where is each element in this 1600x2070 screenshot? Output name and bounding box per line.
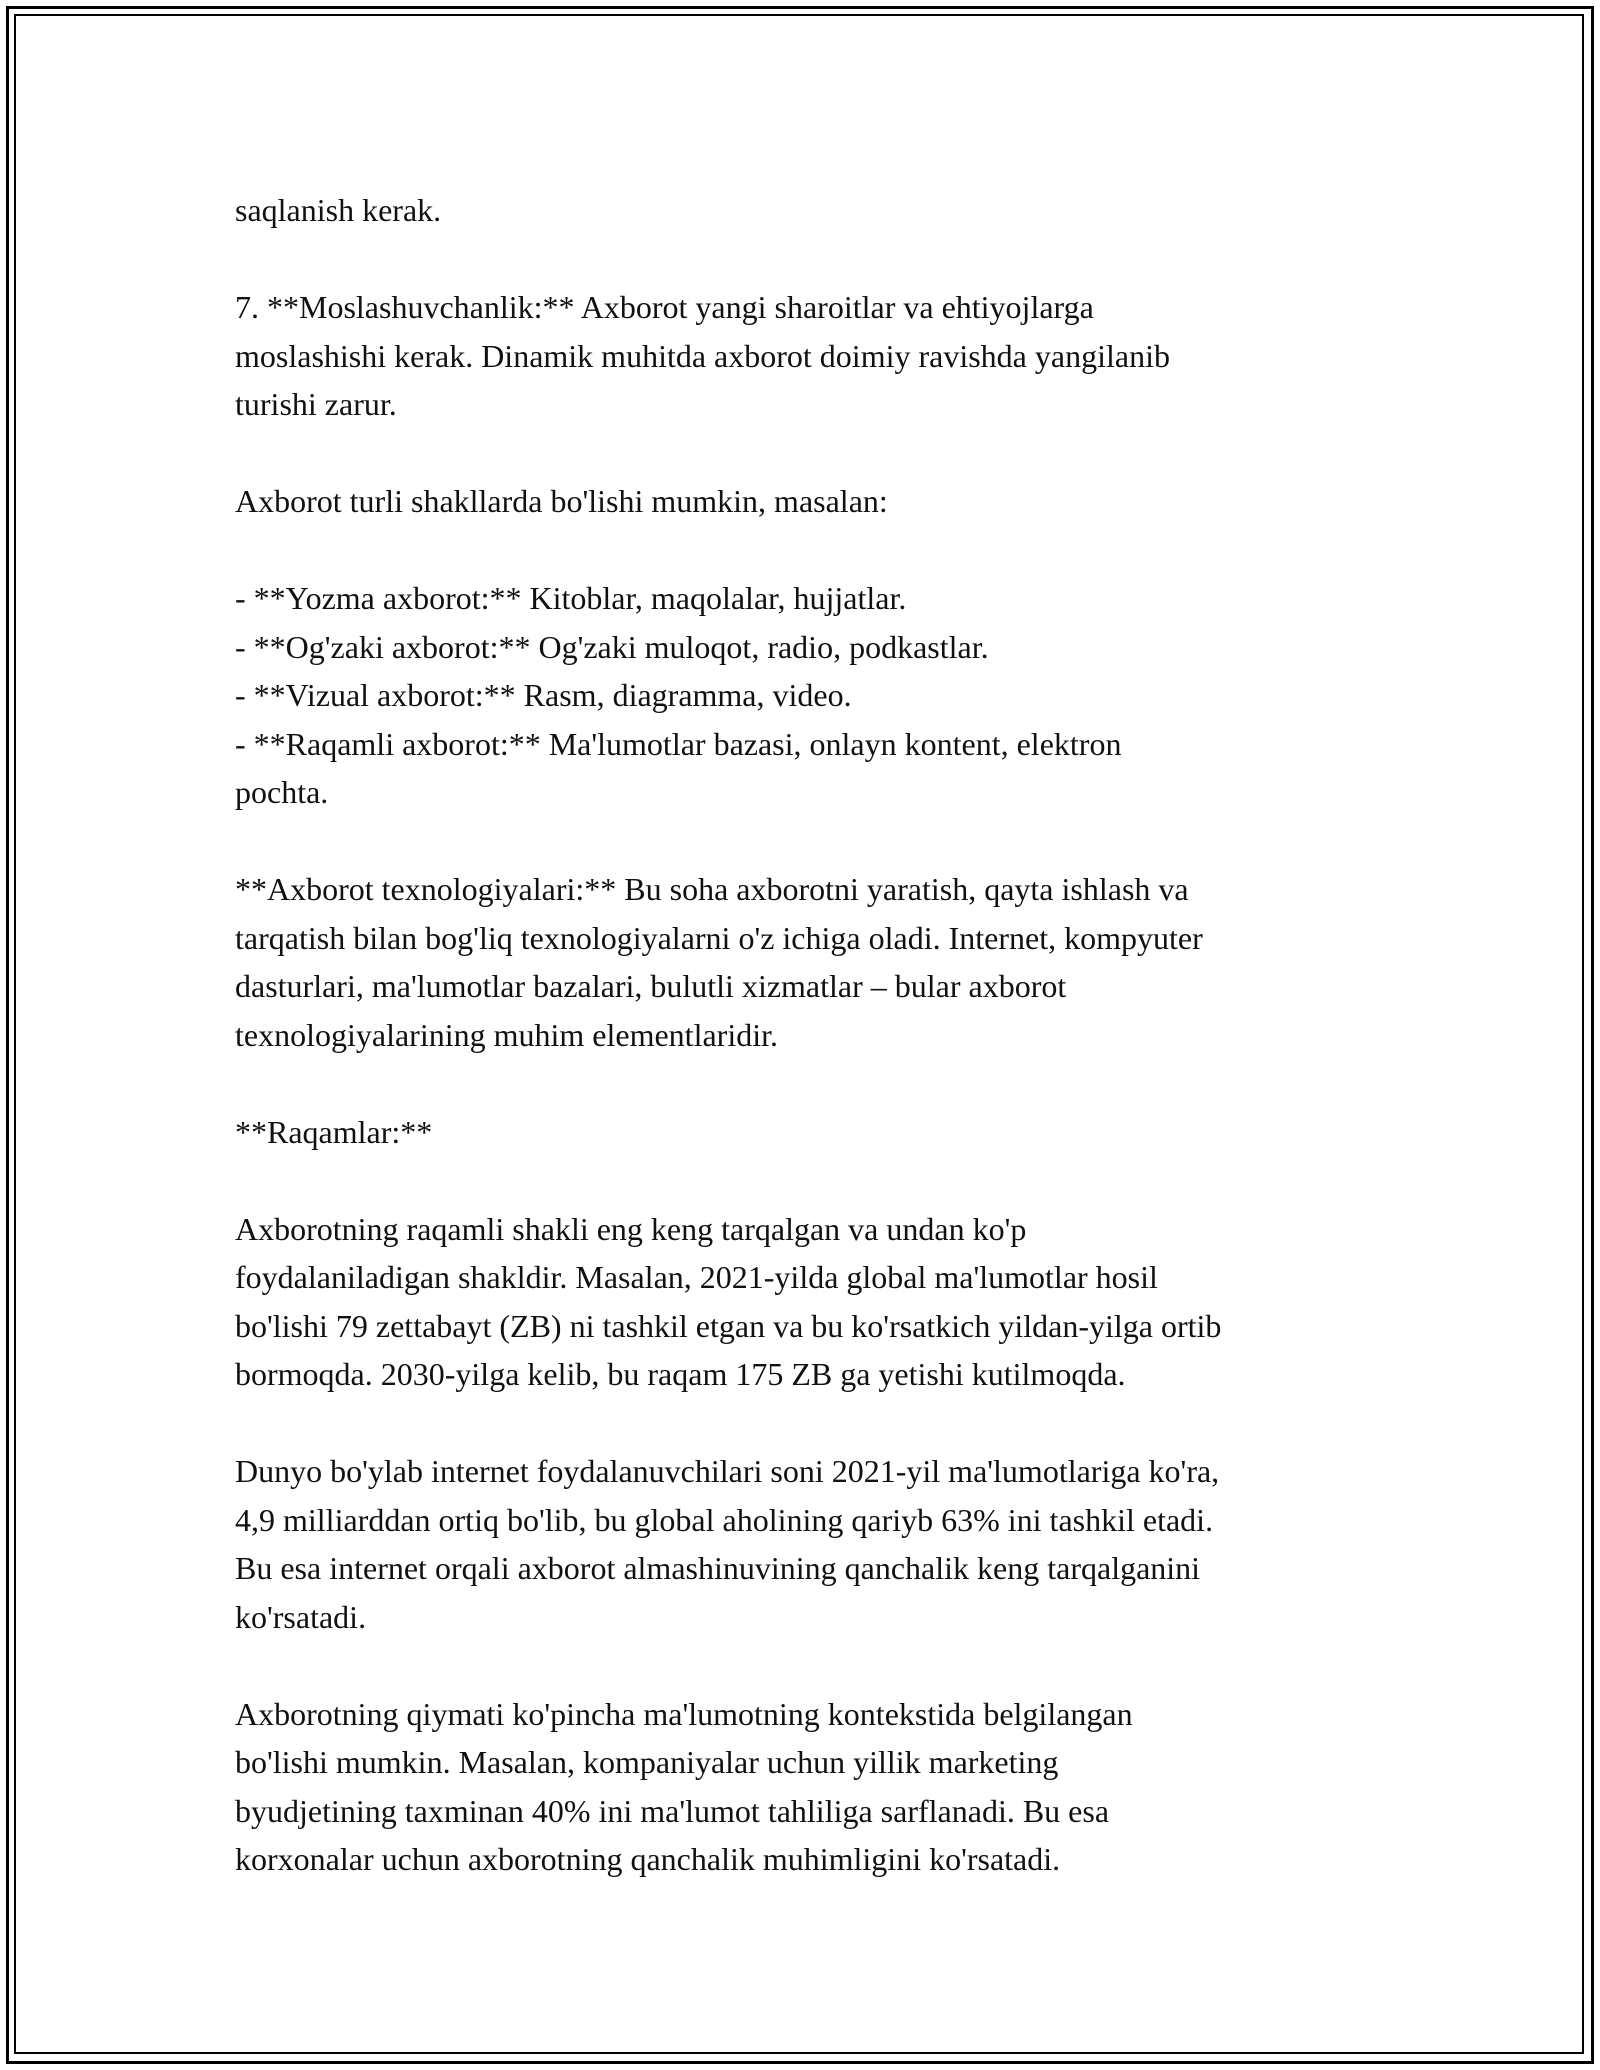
- text-line: bo'lishi mumkin. Masalan, kompaniyalar uchun yillik marketing: [235, 1744, 1059, 1780]
- paragraph: [235, 865, 1385, 1059]
- text-line: dasturlari, ma'lumotlar bazalari, bulutli xizmatlar – bular axborot: [235, 968, 1067, 1004]
- text-line: bo'lishi 79 zettabayt (ZB) ni tashkil etgan va bu ko'rsatkich yildan-yilga ortib: [235, 1307, 1222, 1344]
- list-item: - **Raqamli axborot:** Ma'lumotlar bazasi, onlayn kontent, elektron: [235, 725, 1122, 762]
- paragraph: [235, 283, 1385, 429]
- paragraph: [235, 1690, 1385, 1884]
- text-line: ko'rsatadi.: [235, 1598, 367, 1635]
- text-line: texnologiyalarining muhim elementlaridir.: [235, 1016, 778, 1053]
- text-line: korxonalar uchun axborotning qanchalik muhimligini ko'rsatadi.: [235, 1841, 1061, 1877]
- text-line: turishi zarur.: [235, 386, 397, 422]
- paragraph: [235, 1447, 1385, 1641]
- text-line: Axborotning qiymati ko'pincha ma'lumotning kontekstida belgilangan: [235, 1695, 1133, 1732]
- paragraph: [235, 477, 1385, 526]
- document-body: [235, 186, 1385, 1884]
- section-heading: [235, 1108, 1385, 1157]
- text-line: **Raqamlar:**: [235, 1113, 433, 1150]
- text-line: foydalaniladigan shakldir. Masalan, 2021-yilda global ma'lumotlar hosil: [235, 1259, 1158, 1295]
- text-line: **Axborot texnologiyalari:** Bu soha axborotni yaratish, qayta ishlash va: [235, 871, 1189, 907]
- list-item-continuation: pochta.: [235, 774, 329, 810]
- text-line: Dunyo bo'ylab internet foydalanuvchilari soni 2021-yil ma'lumotlariga ko'ra,: [235, 1453, 1220, 1489]
- paragraph: [235, 186, 1385, 235]
- bullet-list: [235, 574, 1385, 817]
- text-line: saqlanish kerak.: [235, 192, 442, 228]
- text-line: Axborot turli shakllarda bo'lishi mumkin, masalan:: [235, 483, 888, 519]
- list-item: - **Yozma axborot:** Kitoblar, maqolalar, hujjatlar.: [235, 580, 907, 616]
- paragraph: [235, 1205, 1385, 1399]
- text-line: bormoqda. 2030-yilga kelib, bu raqam 175 ZB ga yetishi kutilmoqda.: [235, 1356, 1126, 1392]
- list-item: - **Vizual axborot:** Rasm, diagramma, video.: [235, 677, 852, 713]
- text-line: tarqatish bilan bog'liq texnologiyalarni o'z ichiga oladi. Internet, kompyuter: [235, 919, 1203, 956]
- text-line: 4,9 milliarddan ortiq bo'lib, bu global aholining qariyb 63% ini tashkil etadi.: [235, 1501, 1214, 1538]
- text-line: Bu esa internet orqali axborot almashinuvining qanchalik keng tarqalganini: [235, 1550, 1201, 1586]
- text-line: Axborotning raqamli shakli eng keng tarqalgan va undan ko'p: [235, 1210, 1027, 1247]
- text-line: byudjetining taxminan 40% ini ma'lumot tahliliga sarflanadi. Bu esa: [235, 1792, 1110, 1829]
- text-line: 7. **Moslashuvchanlik:** Axborot yangi sharoitlar va ehtiyojlarga: [235, 289, 1094, 325]
- text-line: moslashishi kerak. Dinamik muhitda axborot doimiy ravishda yangilanib: [235, 337, 1170, 374]
- list-item: - **Og'zaki axborot:** Og'zaki muloqot, radio, podkastlar.: [235, 628, 989, 665]
